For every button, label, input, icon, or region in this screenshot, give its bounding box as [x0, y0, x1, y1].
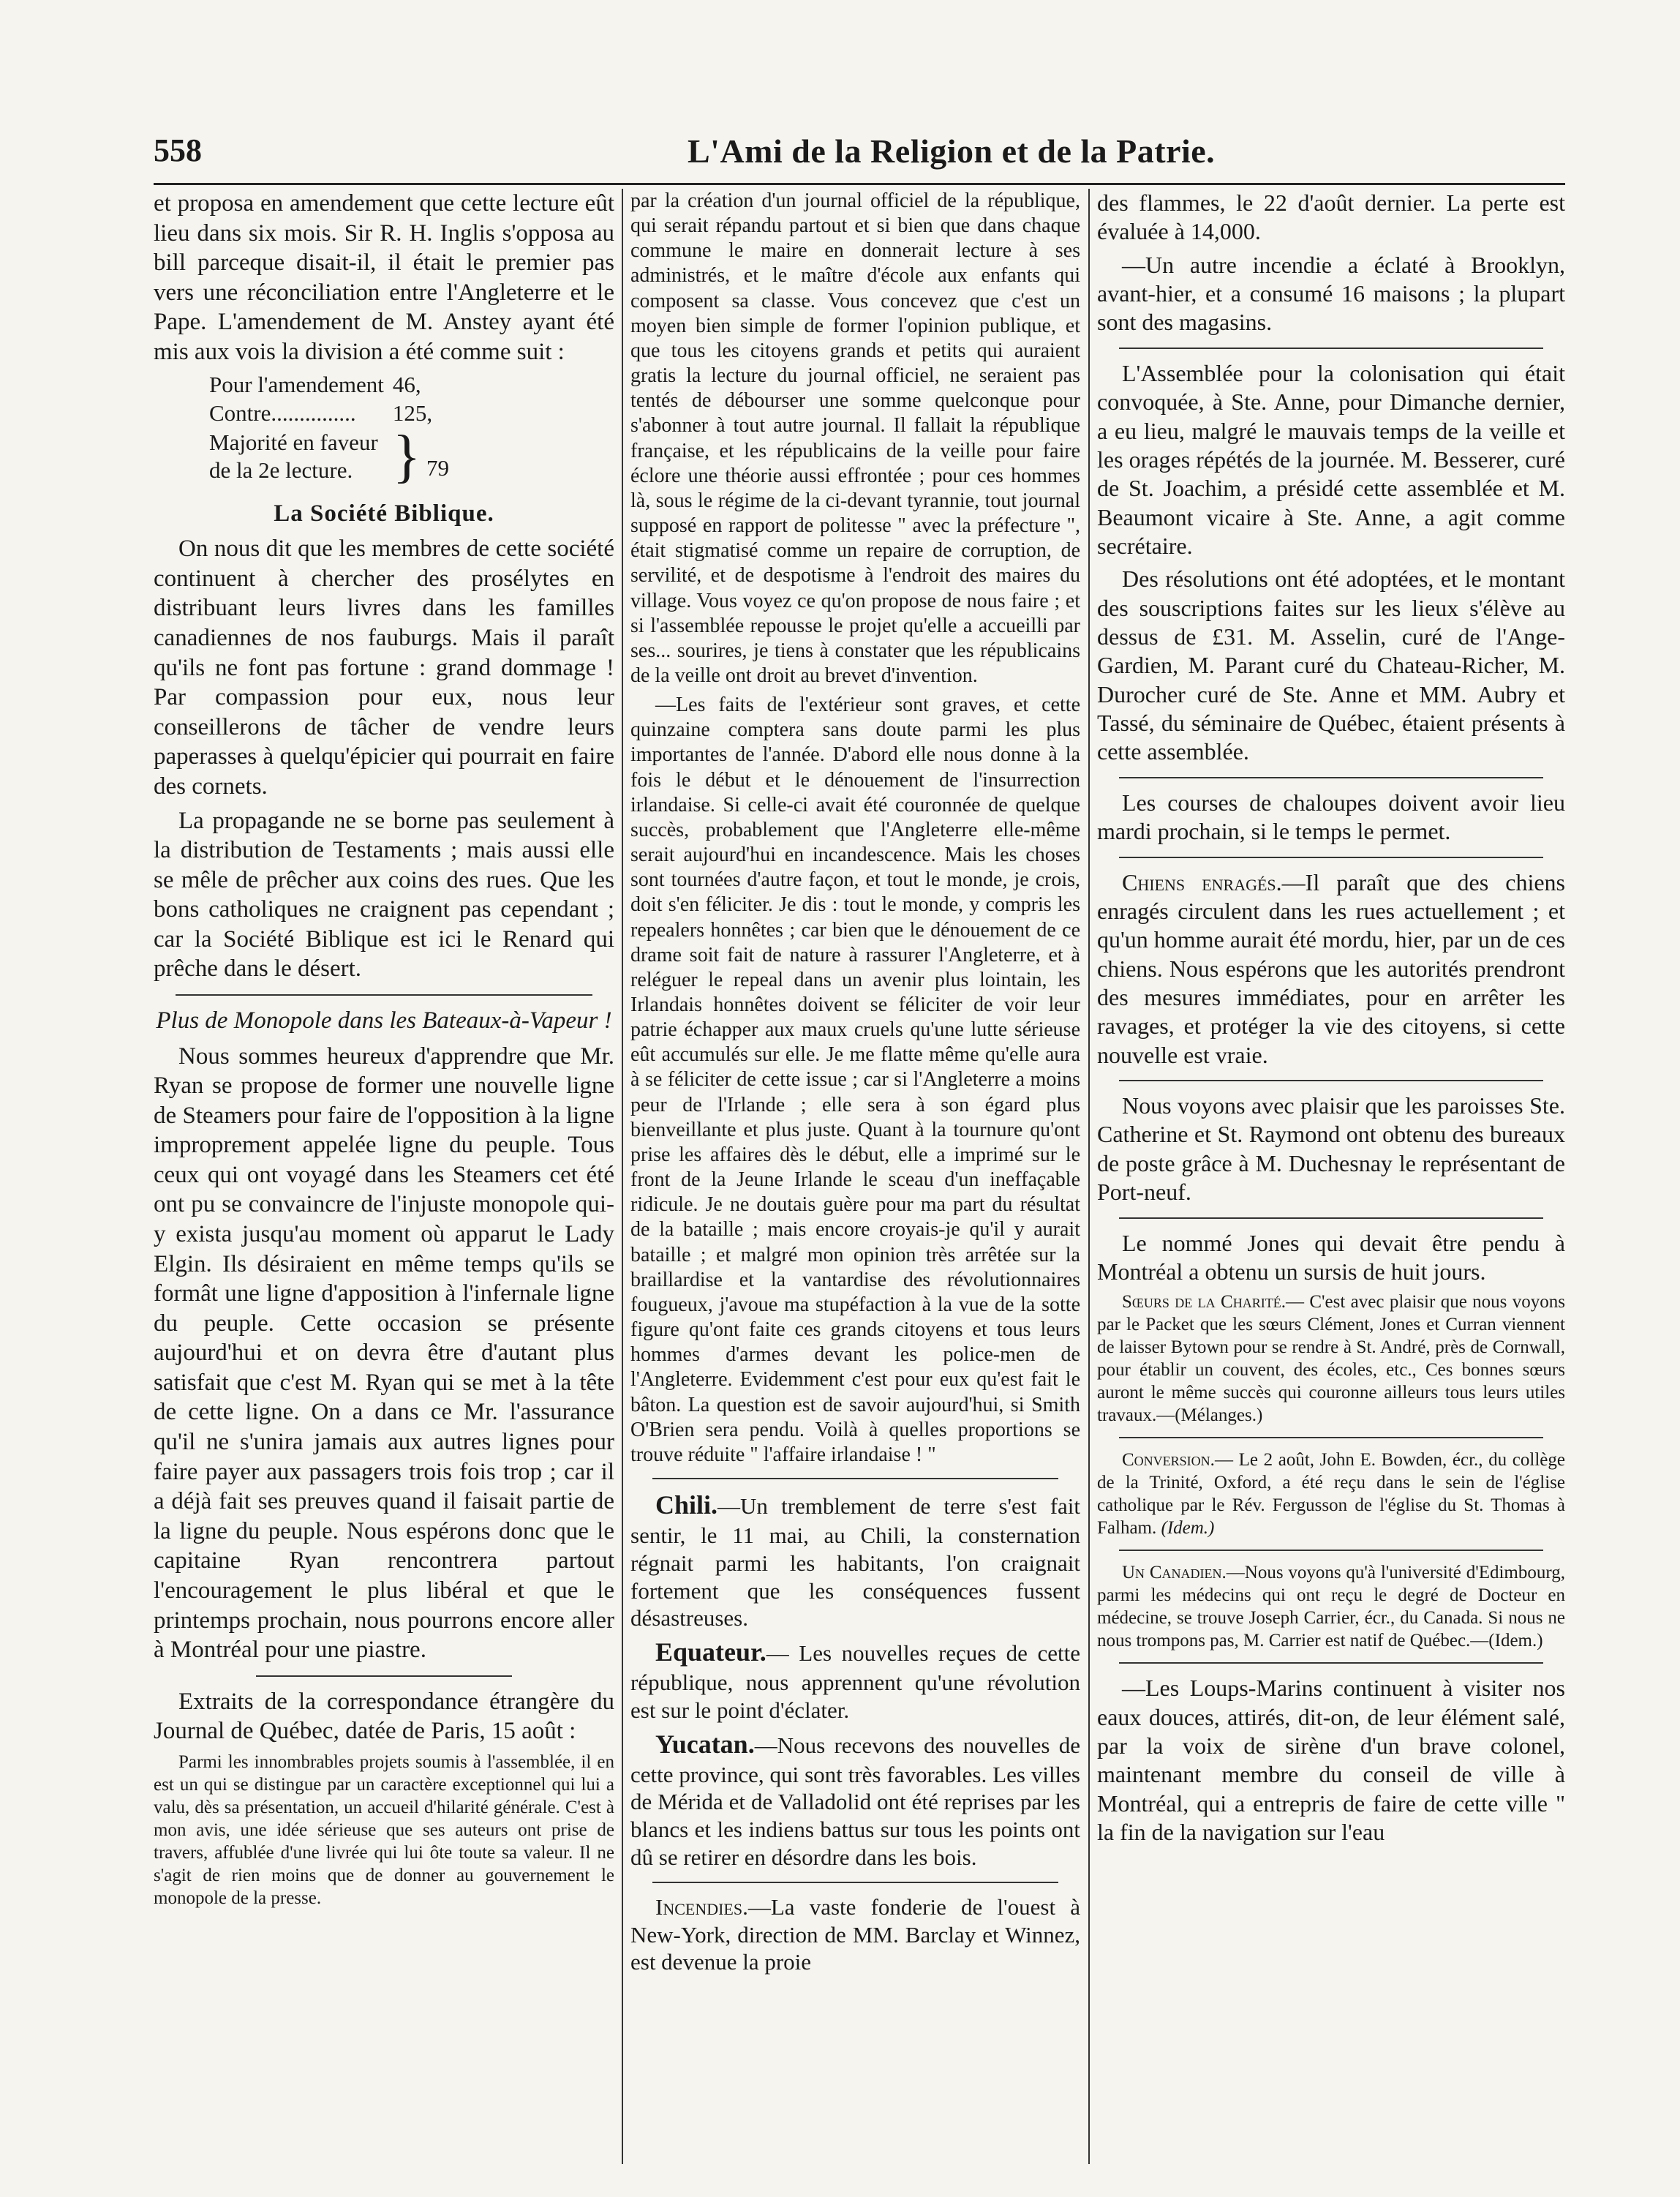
brace-glyph: }: [392, 424, 421, 489]
news-text: —Nous recevons des nouvelles de cette province, qui sont très favorables. Les villes de Mérida et de Valladolid ont été reprises par les blancs et les indiens battus sur tous les points ont dû se retirer en désordre dans les bois.: [630, 1732, 1080, 1870]
lead-word: Equateur.: [655, 1637, 766, 1667]
paragraph: Parmi les innombrables projets soumis à l'assemblée, il en est un qui se distingue par un caractère exceptionnel qui lui a valu, dès sa présentation, un accueil d'hilarité générale. C'est à mon avis, une idée sérieuse que ses auteurs ont prise de travers, affublée d'une livrée qui lui ôte toute sa valeur. Il ne s'agit de rien moins que de donner au gouvernement le monopole de la presse.: [154, 1751, 614, 1908]
page-header: [154, 132, 1565, 176]
news-incendies: [630, 1893, 1080, 1976]
news-conversion: [1097, 1449, 1565, 1539]
lead-word: Yucatan.: [655, 1729, 755, 1759]
paragraph: Nous sommes heureux d'apprendre que Mr. Ryan se propose de former une nouvelle ligne de Steamers pour faire de l'opposition à la ligne improprement appelée ligne du peuple. Tous ceux qui ont voyagé dans les Steamers cet été ont pu se convaincre de l'injuste monopole qui-y exista jusqu'au moment où apparut le Lady Elgin. Ils désiraient en même temps qu'ils se formât une ligne d'apposition à l'infernale ligne du peuple. Cette occasion se présente aujourd'hui et on devra être d'autant plus satisfait que c'est M. Ryan qui se met à la tête de cette ligne. On a dans ce Mr. l'assurance qu'il ne s'unira jamais aux autres lignes pour faire payer aux passagers trois fois trop ; car il a déjà fait ses preuves quand il faisait partie de la ligne du peuple. Nous espérons donc que le capitaine Ryan rencontrera partout l'encouragement le plus libéral et que le printemps prochain, nous pourrons encore aller à Montréal pour une piastre.: [154, 1043, 614, 1664]
column-1: [154, 189, 614, 2164]
divider-rule: [652, 1478, 1058, 1479]
paragraph: —Les Loups-Marins continuent à visiter nos eaux douces, attirés, dit-on, de leur élément salé, par la voix de sirène d'un brave colonel, maintenant membre du conseil de ville à Montréal, qui a entrepris de faire de cette ville " la fin de la navigation sur l'eau: [1097, 1675, 1565, 1846]
vote-against-label: Contre...............: [209, 399, 356, 426]
lead-word: Sœurs de la Charité.: [1122, 1292, 1286, 1312]
news-text: — Les nouvelles reçues de cette république, nous apprennent qu'une révolution est sur le point d'éclater.: [630, 1640, 1080, 1723]
news-text: —Un tremblement de terre s'est fait sentir, le 11 mai, au Chili, la consternation régnait parmi les habitants, l'on craignait fortement que les conséquences fussent désastreuses.: [630, 1492, 1080, 1631]
vote-against-value: 125,: [392, 399, 433, 426]
paragraph: On nous dit que les membres de cette société continuent à chercher des prosélytes en distribuant leurs livres dans les familles canadiennes de nos fauburgs. Mais il paraît qu'ils ne font pas fortune : grand dommage ! Par compassion pour eux, nous leur conseillerons de tâcher de vendre leurs paperasses à quelqu'épicier qui pourrait en faire des cornets.: [154, 536, 614, 800]
news-yucatan: [630, 1729, 1080, 1871]
column-3: [1097, 189, 1565, 2164]
running-title: L'Ami de la Religion et de la Patrie.: [688, 132, 1216, 170]
paragraph: et proposa en amendement que cette lecture eût lieu dans six mois. Sir R. H. Inglis s'opposa au bill parceque disait-il, il était le premier pas vers une réconciliation entre l'Angleterre et le Pape. L'amendement de M. Anstey ayant été mis aux vois la division a été comme suit :: [154, 190, 614, 365]
lead-word: Chili.: [655, 1490, 718, 1520]
lead-word: Un Canadien.: [1122, 1563, 1227, 1583]
news-soeurs: [1097, 1291, 1565, 1427]
column-divider: [1088, 189, 1090, 2164]
vote-for-value: 46,: [392, 372, 421, 398]
divider-rule: [1119, 1217, 1543, 1219]
column-divider: [622, 189, 623, 2164]
lead-word: Incendies.: [655, 1893, 748, 1920]
header-rule: [154, 183, 1565, 185]
news-equateur: [630, 1637, 1080, 1724]
news-text: — Le 2 août, John E. Bowden, écr., du collège de la Trinité, Oxford, a été reçu dans le sein de l'église catholique par le Rév. Fergusson de l'église du St. Thomas à Falham.: [1097, 1450, 1565, 1539]
news-text: —La vaste fonderie de l'ouest à New-York, direction de MM. Barclay et Winnez, est devenue la proie: [630, 1893, 1080, 1975]
majority-label-line1: Majorité en faveur: [209, 429, 378, 455]
lead-word: Chiens enragés.: [1122, 868, 1282, 895]
divider-rule: [652, 1882, 1058, 1883]
lead-word: Conversion.: [1122, 1450, 1215, 1471]
paragraph: par la création d'un journal officiel de la république, qui serait répandu partout et si bien que dans chaque commune le maire en donnerait lecture à ses administrés, et le maître d'école aux enfants qui composent sa classe. Vous concevez que c'est un moyen bien simple de former l'opinion publique, et que tous les citoyens grands et petits qui auraient gratis la lecture du journal officiel, ne seraient pas tentés de débourser une somme quelconque pour s'abonner à tout autre journal. Il fallait la république française, et les républicains de la veille pour faire éclore une théorie aussi effrontée ; pour ces hommes là, sous le régime de la ci-devant tyrannie, tout journal supposé en rapport de politesse " avec la préfecture ", était stigmatisé comme un repaire de corruption, de servilité, et de despotisme à l'endroit des maires du village. Vous voyez ce qu'on propose de nous faire ; et si l'assemblée repousse le projet qu'elle a accueilli par ses... sourires, je tiens à constater que les républicains de la veille ont droit au brevet d'invention.: [630, 189, 1080, 687]
paragraph: des flammes, le 22 d'août dernier. La perte est évaluée à 14,000.: [1097, 189, 1565, 245]
paragraph: Le nommé Jones qui devait être pendu à Montréal a obtenu un sursis de huit jours.: [1097, 1229, 1565, 1285]
paragraph: —Un autre incendie a éclaté à Brooklyn, avant-hier, et a consumé 16 maisons ; la plupart sont des magasins.: [1097, 251, 1565, 336]
news-text: — C'est avec plaisir que nous voyons par le Packet que les sœurs Clément, Jones et Curran viennent de laisser Bytown pour se rendre à St. André, près de Cornwall, pour établir un couvent, des écoles, etc., Ces bonnes sœurs auront le même succès qui couronne ailleurs tous leurs utiles travaux.—(Mélanges.): [1097, 1292, 1565, 1426]
vote-for-label: Pour l'amendement: [209, 372, 384, 398]
paragraph: La propagande ne se borne pas seulement à la distribution de Testaments ; mais aussi elle se mêle de prêcher aux coins des rues. Que les bons catholiques ne craignent pas cependant ; car la Société Biblique est ici le Renard qui prêche dans le désert.: [154, 807, 614, 983]
news-chili: [630, 1490, 1080, 1632]
paragraph: Des résolutions ont été adoptées, et le montant des souscriptions faites sur les lieux s'élève au dessus de £31. M. Asselin, curé de l'Ange-Gardien, M. Parant curé du Chateau-Richer, M. Durocher curé de Ste. Anne et MM. Aubry et Tassé, du séminaire de Québec, étaient présents à cette assemblée.: [1097, 566, 1565, 765]
news-canadien: [1097, 1561, 1565, 1652]
majority-label: [205, 427, 388, 486]
divider-rule: [256, 1675, 512, 1677]
majority-label-line2: de la 2e lecture.: [209, 457, 353, 483]
vote-table: [205, 371, 453, 489]
news-chiens: [1097, 868, 1565, 1070]
paragraph: Les courses de chaloupes doivent avoir lieu mardi prochain, si le temps le permet.: [1097, 789, 1565, 845]
divider-rule: [1119, 1080, 1543, 1081]
paragraph: —Les faits de l'extérieur sont graves, et cette quinzaine comptera sans doute parmi les plus importantes de l'année. D'abord elle nous donne à la fois le début et le dénouement de l'insurrection irlandaise. Si celle-ci avait été couronnée de quelque succès, probablement que l'Angleterre elle-même serait aujourd'hui en incandescence. Mais les choses sont tournées d'autre façon, et tout le monde, je crois, doit s'en féliciter. Je dis : tout le monde, y compris les repealers honnêtes ; car bien que le dénouement de ce drame soit fait de nature à rassurer l'Angleterre, et à reléguer le repeal dans un avenir plus lointain, les Irlandais honnêtes doivent se féliciter de voir leur patrie échapper aux maux cruels qu'une lutte sérieuse eût accumulés sur elle. Je me flatte même qu'elle aura à se féliciter de cette issue ; car si l'Angleterre a moins peur de l'Irlande ; elle sera à son égard plus bienveillante et plus juste. Quant à la tournure qu'ont prise les affaires dès le début, elle a imprimé sur le front de la Jeune Irlande le sceau d'un ineffaçable ridicule. Je ne doutais guère pour ma part du résultat de la bataille ; mais encore croyais-je qu'il y aurait bataille ; et malgré mon opinion très arrêtée sur la braillardise et la vantardise des révolutionnaires fougueux, j'avoue ma stupéfaction à la vue de la sotte figure qu'ont faite ces grands citoyens et tous leurs hommes d'armes devant les police-men de l'Angleterre. Evidemment c'est pour eux qu'est fait le bâton. La question est de savoir aujourd'hui, si Smith O'Brien sera pendu. Voilà à quelles proportions se trouve réduite " l'affaire irlandaise ! ": [630, 694, 1080, 1466]
section-title: La Société Biblique.: [274, 500, 494, 527]
section-title: Plus de Monopole dans les Bateaux-à-Vapeur !: [156, 1007, 612, 1034]
column-2: [630, 189, 1080, 2164]
news-text: —Il paraît que des chiens enragés circulent dans les rues actuellement ; et qu'un homme aurait été mordu, hier, par un de ces chiens. Nous espérons que les autorités prendront des mesures immédiates, pour en arrêter les ravages, et protéger la vie des citoyens, si cette nouvelle est vraie.: [1097, 868, 1565, 1068]
divider-rule: [1119, 777, 1543, 778]
paragraph: L'Assemblée pour la colonisation qui était convoquée, à Ste. Anne, pour Dimanche dernier, a eu lieu, malgré le mauvais temps de la veille et les orages répétés de la journée. M. Besserer, curé de St. Joachim, a présidé cette assemblée et M. Beaumont vicaire à Ste. Anne, a agit comme secrétaire.: [1097, 359, 1565, 559]
majority-value: 79: [426, 454, 450, 481]
page-number: 558: [154, 132, 202, 168]
divider-rule: [1119, 857, 1543, 858]
source-credit: (Idem.): [1161, 1518, 1215, 1539]
paragraph: Extraits de la correspondance étrangère du Journal de Québec, datée de Paris, 15 août :: [154, 1688, 614, 1745]
divider-rule: [1119, 1437, 1543, 1438]
divider-rule: [1119, 348, 1543, 349]
divider-rule: [1119, 1662, 1543, 1664]
news-text: —Nous voyons qu'à l'université d'Edimbourg, parmi les médecins qui ont reçu le degré de Docteur en médecine, se trouve Joseph Carrier, écr., du Canada. Si nous ne nous trompons pas, M. Carrier est natif de Québec.—(Idem.): [1097, 1563, 1565, 1651]
divider-rule: [176, 994, 592, 996]
majority-value-cell: [388, 424, 453, 489]
divider-rule: [1119, 1550, 1543, 1551]
paragraph: Nous voyons avec plaisir que les paroisses Ste. Catherine et St. Raymond ont obtenu des bureaux de poste grâce à M. Duchesnay le représentant de Port-neuf.: [1097, 1092, 1565, 1206]
